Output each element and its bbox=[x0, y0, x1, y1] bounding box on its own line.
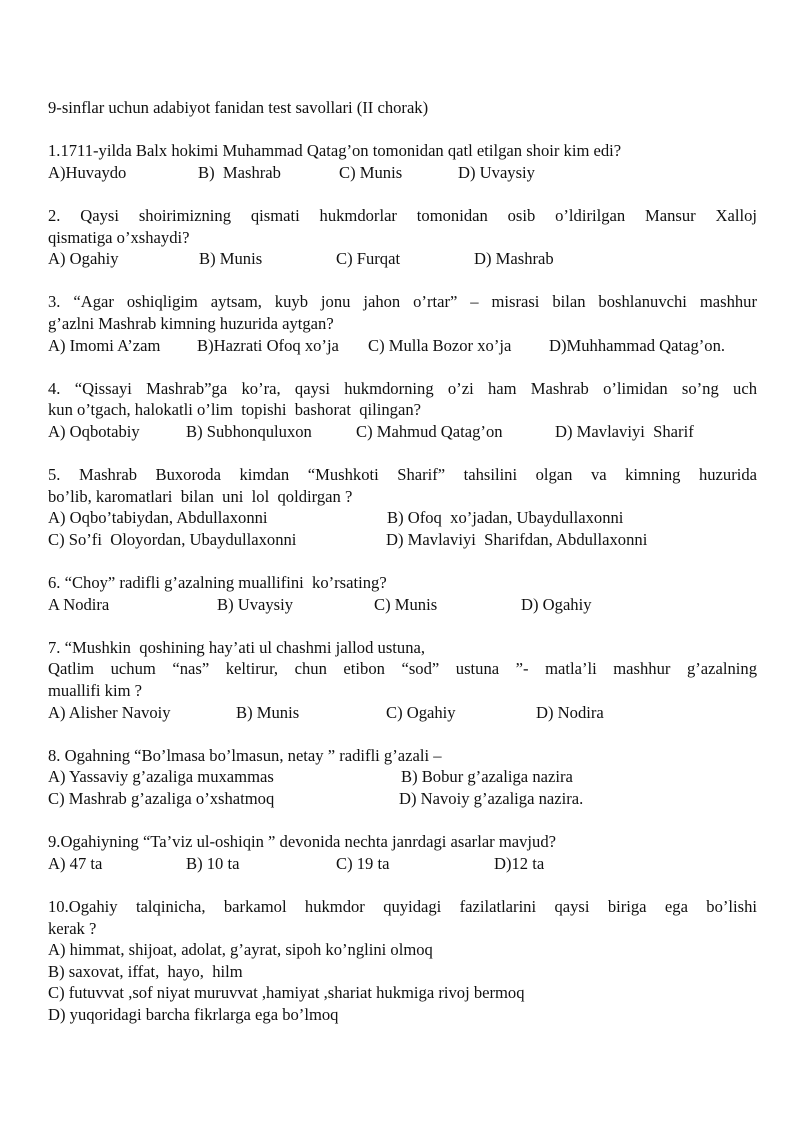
option-b: B) saxovat, iffat, hayo, hilm bbox=[48, 961, 243, 981]
option-d: D) Mavlaviyi Sharif bbox=[555, 421, 694, 441]
question-text: 1.1711-yilda Balx hokimi Muhammad Qatag’on tomonidan qatl etilgan shoir kim edi? bbox=[48, 141, 622, 161]
option-b: B) Bobur g’azaliga nazira bbox=[401, 767, 573, 787]
question-text: 6. “Choy” radifli g’azalning muallifini ko’rsating? bbox=[48, 573, 387, 593]
question-text bbox=[48, 291, 757, 334]
option-d: D) Navoiy g’azaliga nazira. bbox=[399, 789, 584, 808]
option-d: D) Uvaysiy bbox=[458, 162, 535, 182]
answer-options bbox=[48, 335, 757, 357]
option-c: C) Mulla Bozor xo’ja bbox=[368, 335, 512, 355]
spacer bbox=[48, 810, 757, 832]
question-text bbox=[48, 637, 757, 702]
question-line-2: kun o’tgach, halokatli o’lim topishi bashorat qilingan? bbox=[48, 400, 421, 420]
question-line-2: bo’lib, karomatlari bilan uni lol qoldirgan ? bbox=[48, 486, 353, 506]
question-text bbox=[48, 464, 757, 507]
question-line-2: kerak ? bbox=[48, 918, 97, 938]
option-d: D) yuqoridagi barcha fikrlarga ega bo’lmoq bbox=[48, 1004, 339, 1024]
question-line-2: Qatlim uchum “nas” keltirur, chun etibon “sod” ustuna ”- matla’li mashhur g’azalning bbox=[48, 659, 757, 679]
option-c: C) Munis bbox=[339, 162, 403, 182]
option-d: D) Mashrab bbox=[474, 249, 554, 269]
option-b: B) Munis bbox=[236, 702, 300, 722]
question-line-1: 7. “Mushkin qoshining hay’ati ul chashmi jallod ustuna, bbox=[48, 637, 426, 657]
option-b: B) Uvaysiy bbox=[217, 594, 294, 614]
option-d: D)Muhhammad Qatag’on. bbox=[549, 335, 726, 355]
answer-options-row-1 bbox=[48, 507, 757, 529]
option-a: A) Ogahiy bbox=[48, 249, 119, 269]
question-7 bbox=[48, 637, 757, 723]
answer-options bbox=[48, 162, 757, 184]
question-line-1: 2. Qaysi shoirimizning qismati hukmdorlar tomonidan osib o’ldirilgan Mansur Xalloj bbox=[48, 205, 757, 225]
question-line-2: qismatiga o’xshaydi? bbox=[48, 227, 190, 247]
question-line-1: 3. “Agar oshiqligim aytsam, kuyb jonu jahon o’rtar” – misrasi bilan boshlanuvchi mashhur bbox=[48, 292, 757, 312]
option-c: C) Ogahiy bbox=[386, 702, 456, 722]
question-line-1: 10.Ogahiy talqinicha, barkamol hukmdor quyidagi fazilatlarini qaysi biriga ega bo’lishi bbox=[48, 896, 757, 916]
option-a: A)Huvaydo bbox=[48, 162, 127, 182]
spacer bbox=[48, 550, 757, 572]
answer-options bbox=[48, 594, 757, 616]
spacer bbox=[48, 723, 757, 745]
option-d: D) Nodira bbox=[536, 702, 604, 722]
option-c: C) Mashrab g’azaliga o’xshatmoq bbox=[48, 789, 275, 808]
option-d: D)12 ta bbox=[494, 853, 545, 873]
question-line-1: 5. Mashrab Buxoroda kimdan “Mushkoti Sharif” tahsilini olgan va kimning huzurida bbox=[48, 465, 757, 485]
spacer bbox=[48, 183, 757, 205]
question-line-3: muallifi kim ? bbox=[48, 681, 143, 701]
question-text bbox=[48, 205, 757, 248]
question-text: 9.Ogahiyning “Ta’viz ul-oshiqin ” devonida nechta janrdagi asarlar mavjud? bbox=[48, 832, 556, 852]
document-title: 9-sinflar uchun adabiyot fanidan test savollari (II chorak) bbox=[48, 98, 429, 117]
question-5 bbox=[48, 464, 757, 550]
spacer bbox=[48, 356, 757, 378]
option-b: B) Munis bbox=[199, 249, 263, 269]
option-b: B) 10 ta bbox=[186, 853, 240, 873]
question-line-2: g’azlni Mashrab kimning huzurida aytgan? bbox=[48, 313, 334, 333]
spacer bbox=[48, 270, 757, 292]
option-a: A) Imomi A’zam bbox=[48, 335, 161, 355]
question-4 bbox=[48, 378, 757, 443]
option-a: A) Oqbo’tabiydan, Abdullaxonni bbox=[48, 508, 268, 528]
spacer bbox=[48, 874, 757, 896]
question-1 bbox=[48, 140, 757, 183]
option-a: A Nodira bbox=[48, 594, 110, 614]
question-line-1: 4. “Qissayi Mashrab”ga ko’ra, qaysi hukmdorning o’zi ham Mashrab o’limidan so’ng uch bbox=[48, 378, 757, 398]
answer-options-row-2 bbox=[48, 788, 757, 810]
option-a: A) Yassaviy g’azaliga muxammas bbox=[48, 767, 274, 787]
question-6 bbox=[48, 572, 757, 615]
option-c: C) Mahmud Qatag’on bbox=[356, 421, 503, 441]
answer-options-row-1 bbox=[48, 766, 757, 788]
answer-options bbox=[48, 853, 757, 875]
option-c: C) Furqat bbox=[336, 249, 401, 269]
question-text bbox=[48, 896, 757, 939]
answer-options bbox=[48, 702, 757, 724]
question-8 bbox=[48, 745, 757, 810]
option-a: A) himmat, shijoat, adolat, g’ayrat, sipoh ko’nglini olmoq bbox=[48, 940, 433, 960]
spacer bbox=[48, 615, 757, 637]
option-a: A) 47 ta bbox=[48, 853, 103, 873]
question-10 bbox=[48, 896, 757, 1026]
option-b: B) Ofoq xo’jadan, Ubaydullaxonni bbox=[387, 508, 624, 528]
question-9 bbox=[48, 831, 757, 874]
option-c: C) So’fi Oloyordan, Ubaydullaxonni bbox=[48, 529, 297, 549]
option-c: C) futuvvat ,sof niyat muruvvat ,hamiyat ,shariat hukmiga rivoj bermoq bbox=[48, 983, 525, 1003]
question-2 bbox=[48, 205, 757, 270]
answer-options bbox=[48, 421, 757, 443]
document-page bbox=[48, 97, 757, 1026]
option-b: B)Hazrati Ofoq xo’ja bbox=[197, 335, 339, 355]
option-c: C) Munis bbox=[374, 594, 438, 614]
option-d: D) Mavlaviyi Sharifdan, Abdullaxonni bbox=[386, 529, 648, 549]
option-a: A) Alisher Navoiy bbox=[48, 702, 171, 722]
question-text: 8. Ogahning “Bo’lmasa bo’lmasun, netay ” radifli g’azali – bbox=[48, 745, 442, 765]
answer-options bbox=[48, 248, 757, 270]
option-d: D) Ogahiy bbox=[521, 594, 592, 614]
option-b: B) Mashrab bbox=[198, 162, 281, 182]
option-c: C) 19 ta bbox=[336, 853, 390, 873]
question-3 bbox=[48, 291, 757, 356]
option-b: B) Subhonquluxon bbox=[186, 421, 312, 441]
spacer bbox=[48, 443, 757, 465]
question-text bbox=[48, 378, 757, 421]
spacer bbox=[48, 119, 757, 141]
option-a: A) Oqbotabiy bbox=[48, 421, 140, 441]
answer-options-row-2 bbox=[48, 529, 757, 551]
